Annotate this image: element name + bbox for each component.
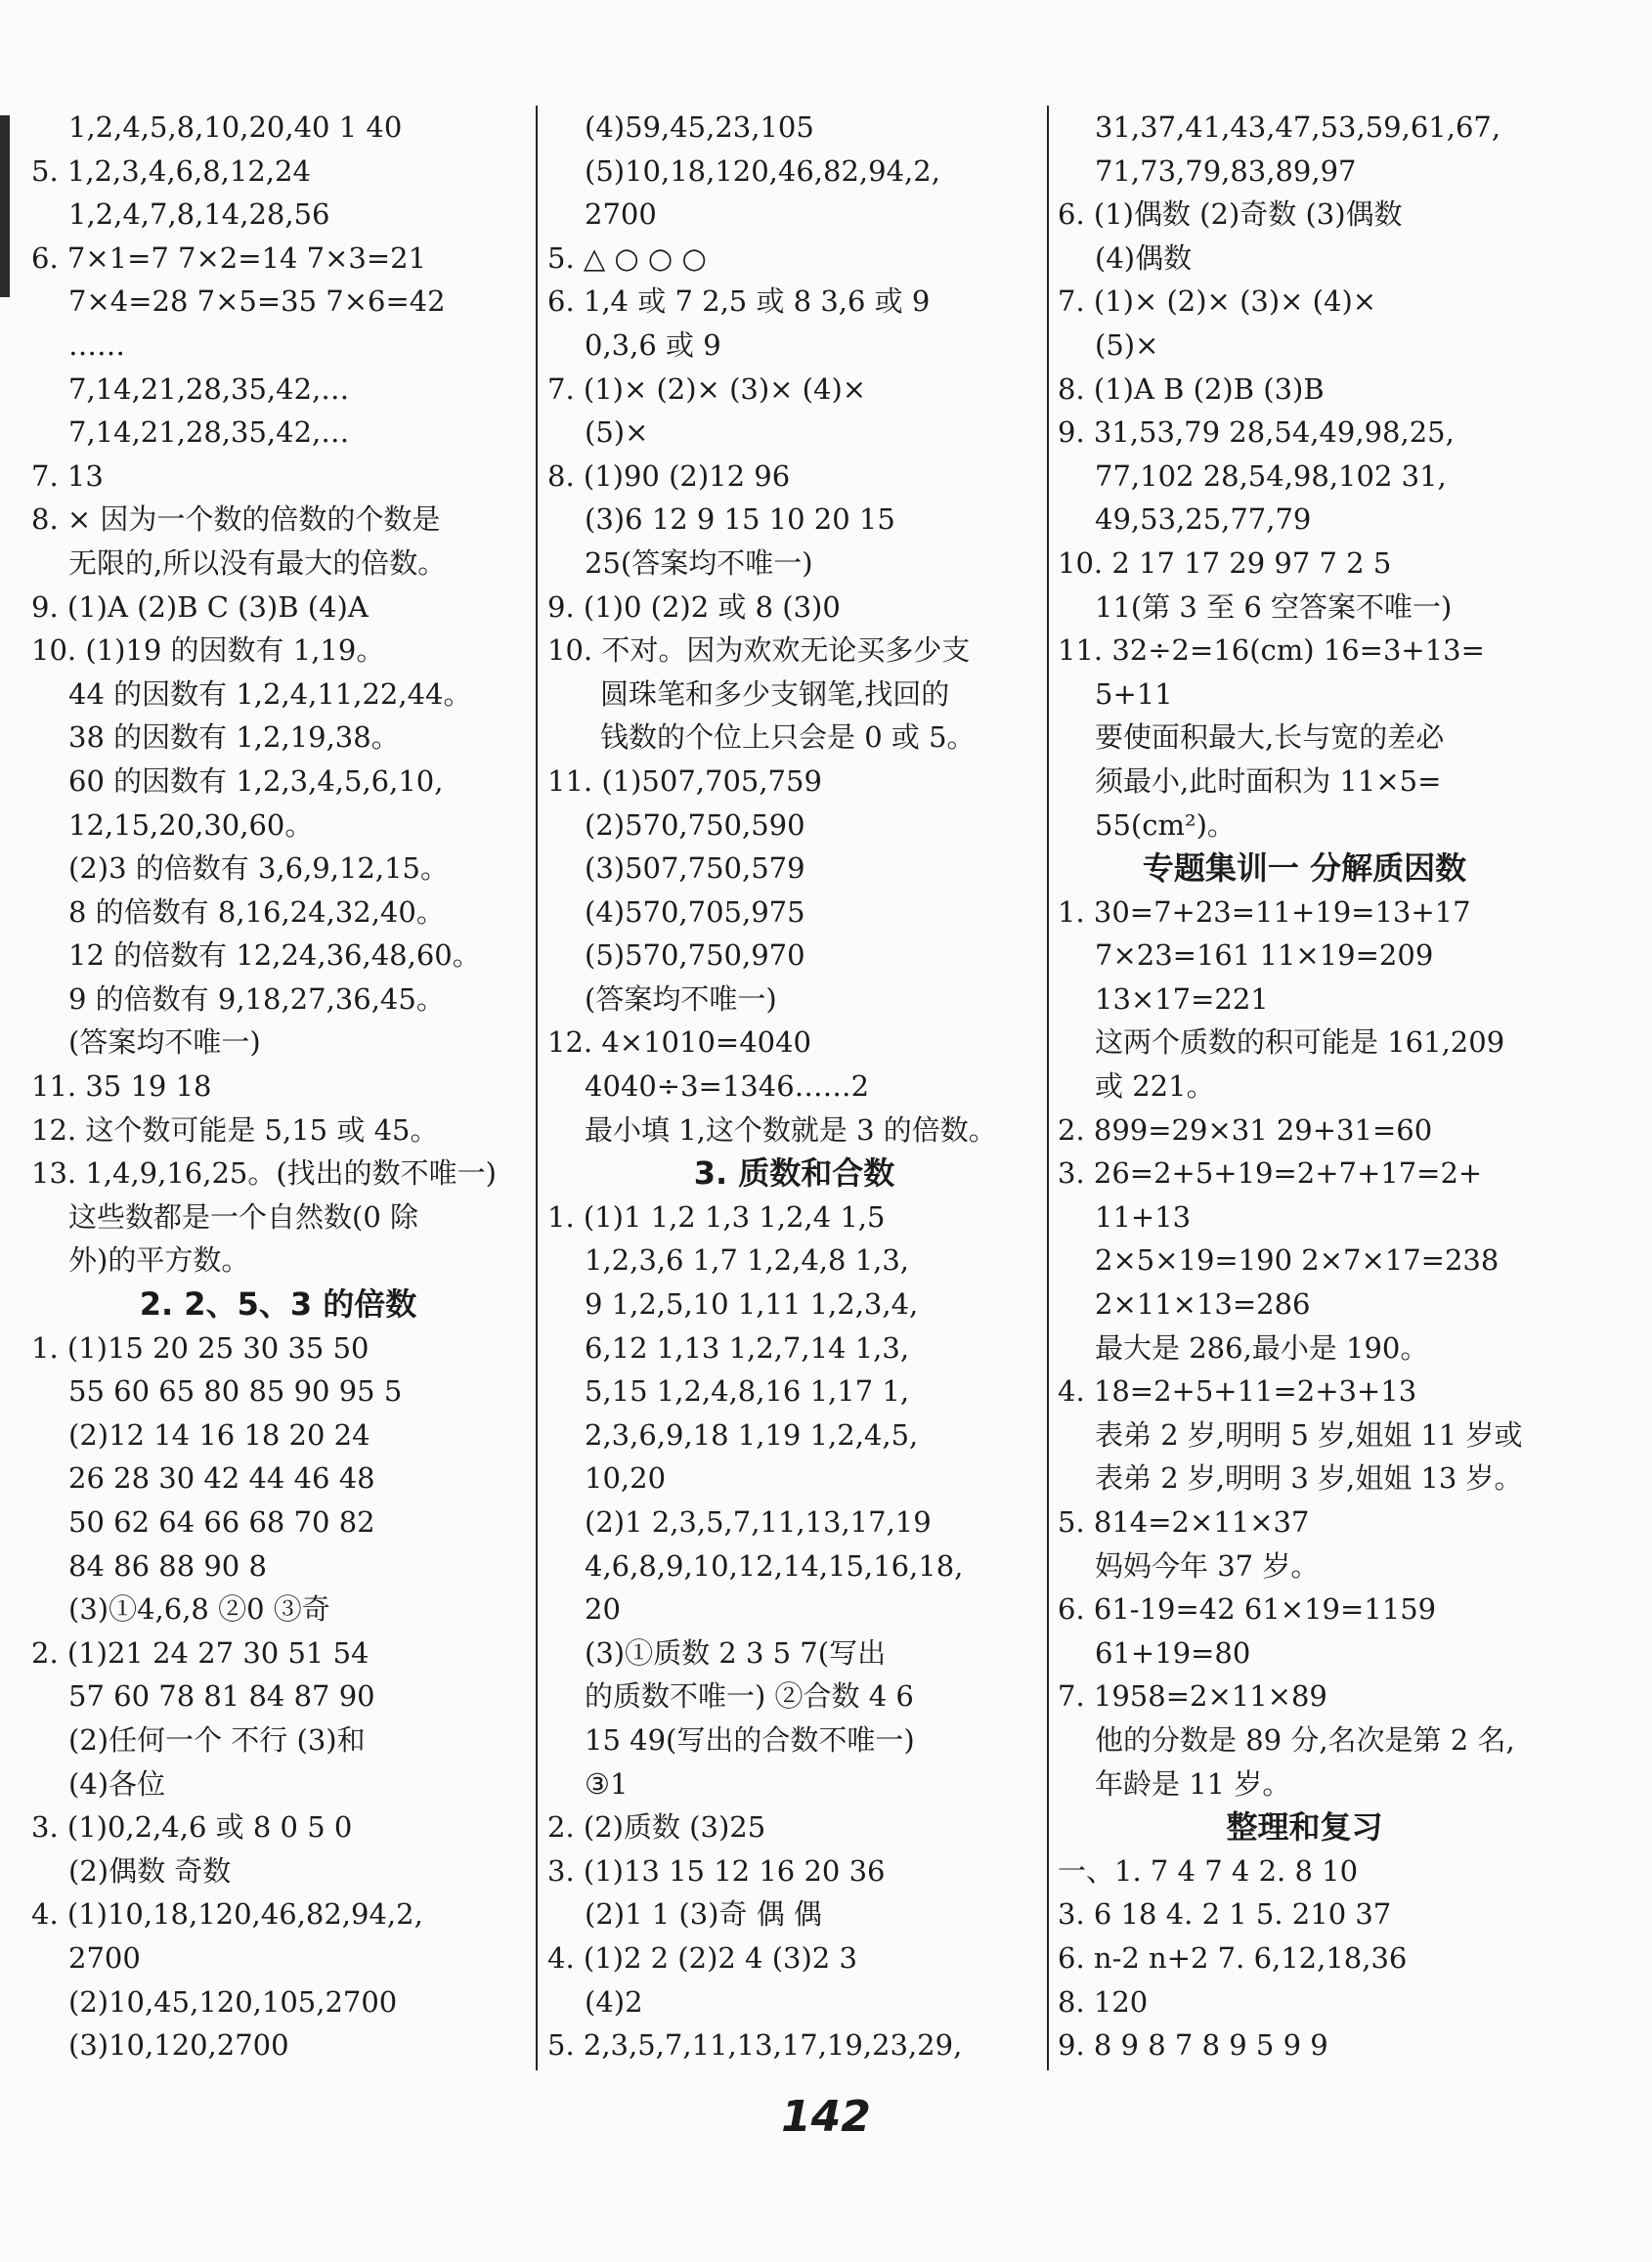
answer-line: (4)各位 xyxy=(68,1766,166,1801)
answer-line: 或 221。 xyxy=(1095,1069,1215,1104)
answer-line: 2. (1)21 24 27 30 51 54 xyxy=(31,1635,370,1670)
answer-line: 12 的倍数有 12,24,36,48,60。 xyxy=(68,938,481,973)
answer-line: 一、1. 7 4 7 4 2. 8 10 xyxy=(1058,1853,1359,1888)
answer-line: 13. 1,4,9,16,25。(找出的数不唯一) xyxy=(31,1156,497,1191)
answer-line: 7×23=161 11×19=209 xyxy=(1095,938,1434,973)
column-divider xyxy=(1047,106,1049,2070)
answer-line: (2)3 的倍数有 3,6,9,12,15。 xyxy=(68,851,449,886)
answer-line: 这两个质数的积可能是 161,209 xyxy=(1095,1025,1505,1060)
answer-line: 20 xyxy=(585,1592,621,1627)
answer-line: (3)507,750,579 xyxy=(585,851,805,886)
answer-line: 13×17=221 xyxy=(1095,981,1269,1016)
answer-line: 10. (1)19 的因数有 1,19。 xyxy=(31,633,385,668)
answer-line: 11. (1)507,705,759 xyxy=(547,763,822,798)
answer-line: 10. 不对。因为欢欢无论买多少支 xyxy=(547,633,971,668)
answer-line: 10,20 xyxy=(585,1461,667,1496)
section-heading: 专题集训一 分解质因数 xyxy=(1142,849,1467,888)
answer-line: 1. (1)15 20 25 30 35 50 xyxy=(31,1330,370,1365)
answer-line: 4,6,8,9,10,12,14,15,16,18, xyxy=(585,1548,964,1583)
answer-line: (2)1 2,3,5,7,11,13,17,19 xyxy=(585,1505,932,1539)
answer-line: 9. (1)0 (2)2 或 8 (3)0 xyxy=(547,589,841,624)
answer-line: 12. 这个数可能是 5,15 或 45。 xyxy=(31,1112,439,1147)
answer-line: 最大是 286,最小是 190。 xyxy=(1095,1330,1429,1365)
answer-line: (2)570,750,590 xyxy=(585,807,805,842)
answer-line: 38 的因数有 1,2,19,38。 xyxy=(68,720,400,755)
answer-line: 2. (2)质数 (3)25 xyxy=(547,1810,766,1845)
answer-line: 3. (1)0,2,4,6 或 8 0 5 0 xyxy=(31,1810,353,1845)
answer-line: 这些数都是一个自然数(0 除 xyxy=(68,1199,418,1234)
answer-line: 2×5×19=190 2×7×17=238 xyxy=(1095,1243,1500,1278)
answer-line: 7. 13 xyxy=(31,458,104,493)
answer-line: 9 的倍数有 9,18,27,36,45。 xyxy=(68,981,445,1016)
answer-line: 圆珠笔和多少支钢笔,找回的 xyxy=(600,676,950,711)
answer-line: (4)偶数 xyxy=(1095,240,1193,275)
answer-line: 84 86 88 90 8 xyxy=(68,1548,267,1583)
answer-line: 年龄是 11 岁。 xyxy=(1095,1766,1291,1801)
section-heading: 整理和复习 xyxy=(1226,1808,1383,1847)
answer-line: 2,3,6,9,18 1,19 1,2,4,5, xyxy=(585,1417,919,1452)
answer-line: 最小填 1,这个数就是 3 的倍数。 xyxy=(585,1112,997,1147)
answer-line: 12. 4×1010=4040 xyxy=(547,1025,811,1060)
answer-line: 8. 120 xyxy=(1058,1984,1149,2019)
answer-line: (2)任何一个 不行 (3)和 xyxy=(68,1722,366,1757)
answer-line: 6. 61-19=42 61×19=1159 xyxy=(1058,1592,1437,1627)
answer-line: 5. 1,2,3,4,6,8,12,24 xyxy=(31,153,311,188)
binding-edge-mark xyxy=(0,115,10,297)
answer-line: 2×11×13=286 xyxy=(1095,1287,1311,1322)
answer-line: 25(答案均不唯一) xyxy=(585,545,813,580)
answer-line: 外)的平方数。 xyxy=(68,1243,250,1278)
answer-line: 6. 1,4 或 7 2,5 或 8 3,6 或 9 xyxy=(547,284,931,319)
answer-line: 50 62 64 66 68 70 82 xyxy=(68,1505,375,1539)
answer-line: 11. 32÷2=16(cm) 16=3+13= xyxy=(1058,633,1485,668)
answer-line: 表弟 2 岁,明明 3 岁,姐姐 13 岁。 xyxy=(1095,1461,1523,1496)
answer-line: 71,73,79,83,89,97 xyxy=(1095,153,1357,188)
answer-line: 44 的因数有 1,2,4,11,22,44。 xyxy=(68,676,472,711)
answer-line: 5. 2,3,5,7,11,13,17,19,23,29, xyxy=(547,2028,963,2063)
answer-line: 55(cm²)。 xyxy=(1095,807,1236,842)
answer-line: 2. 899=29×31 29+31=60 xyxy=(1058,1112,1433,1147)
answer-line: 的质数不唯一) ②合数 4 6 xyxy=(585,1679,914,1714)
answer-column-left xyxy=(31,106,525,2070)
answer-line: 2700 xyxy=(68,1940,141,1975)
answer-line: 3. (1)13 15 12 16 20 36 xyxy=(547,1853,886,1888)
answer-line: (4)570,705,975 xyxy=(585,894,805,929)
answer-line: (5)570,750,970 xyxy=(585,938,805,973)
answer-line: 12,15,20,30,60。 xyxy=(68,807,314,842)
answer-line: (3)10,120,2700 xyxy=(68,2028,289,2063)
column-divider xyxy=(536,106,538,2070)
answer-line: 无限的,所以没有最大的倍数。 xyxy=(68,545,447,580)
answer-line: (5)× xyxy=(1095,327,1159,362)
answer-line: 49,53,25,77,79 xyxy=(1095,502,1312,537)
answer-line: 10. 2 17 17 29 97 7 2 5 xyxy=(1058,545,1392,580)
section-heading: 2. 2、5、3 的倍数 xyxy=(139,1285,417,1324)
answer-line: 6,12 1,13 1,2,7,14 1,3, xyxy=(585,1330,910,1365)
answer-line: 9. 8 9 8 7 8 9 5 9 9 xyxy=(1058,2028,1328,2063)
answer-line: (5)10,18,120,46,82,94,2, xyxy=(585,153,940,188)
answer-line: 妈妈今年 37 岁。 xyxy=(1095,1548,1320,1583)
answer-line: 5. 814=2×11×37 xyxy=(1058,1505,1310,1539)
answer-line: (4)2 xyxy=(585,1984,643,2019)
answer-line: 7. (1)× (2)× (3)× (4)× xyxy=(1058,284,1377,319)
answer-line: 3. 6 18 4. 2 1 5. 210 37 xyxy=(1058,1897,1392,1932)
answer-line: 11. 35 19 18 xyxy=(31,1069,212,1104)
answer-line: (答案均不唯一) xyxy=(585,981,777,1016)
answer-line: 55 60 65 80 85 90 95 5 xyxy=(68,1374,403,1409)
answer-line: 11(第 3 至 6 空答案不唯一) xyxy=(1095,589,1453,624)
answer-line: 4. (1)2 2 (2)2 4 (3)2 3 xyxy=(547,1940,857,1975)
answer-line: 要使面积最大,长与宽的差必 xyxy=(1095,720,1445,755)
answer-line: 3. 26=2+5+19=2+7+17=2+ xyxy=(1058,1156,1483,1191)
answer-line: 6. n-2 n+2 7. 6,12,18,36 xyxy=(1058,1940,1408,1975)
answer-line: 9 1,2,5,10 1,11 1,2,3,4, xyxy=(585,1287,919,1322)
answer-line: (2)10,45,120,105,2700 xyxy=(68,1984,398,2019)
answer-line: 5,15 1,2,4,8,16 1,17 1, xyxy=(585,1374,910,1409)
answer-line: 8. (1)A B (2)B (3)B xyxy=(1058,371,1325,406)
section-heading: 3. 质数和合数 xyxy=(693,1154,895,1193)
answer-line: 8. × 因为一个数的倍数的个数是 xyxy=(31,502,441,537)
answer-line: 9. (1)A (2)B C (3)B (4)A xyxy=(31,589,369,624)
answer-column-middle xyxy=(547,106,1041,2070)
answer-line: 77,102 28,54,98,102 31, xyxy=(1095,458,1447,493)
answer-line: (2)1 1 (3)奇 偶 偶 xyxy=(585,1897,822,1932)
page-number: 142 xyxy=(781,2092,871,2142)
answer-line: 7. (1)× (2)× (3)× (4)× xyxy=(547,371,867,406)
answer-line: (3)6 12 9 15 10 20 15 xyxy=(585,502,895,537)
answer-line: 9. 31,53,79 28,54,49,98,25, xyxy=(1058,415,1455,450)
answer-line: 31,37,41,43,47,53,59,61,67, xyxy=(1095,110,1501,144)
answer-column-right xyxy=(1058,106,1551,2070)
answer-line: (4)59,45,23,105 xyxy=(585,110,814,144)
answer-line: (5)× xyxy=(585,415,649,450)
answer-line: (答案均不唯一) xyxy=(68,1025,261,1060)
answer-line: 7,14,21,28,35,42,… xyxy=(68,371,350,406)
answer-line: 1,2,4,5,8,10,20,40 1 40 xyxy=(68,110,403,144)
answer-line: (3)①4,6,8 ②0 ③奇 xyxy=(68,1592,330,1627)
answer-line: 须最小,此时面积为 11×5= xyxy=(1095,763,1442,798)
answer-line: …… xyxy=(68,327,125,362)
answer-line: 26 28 30 42 44 46 48 xyxy=(68,1461,375,1496)
answer-line: (2)偶数 奇数 xyxy=(68,1853,232,1888)
answer-line: 11+13 xyxy=(1095,1199,1192,1234)
answer-line: 0,3,6 或 9 xyxy=(585,327,721,362)
answer-line: 8 的倍数有 8,16,24,32,40。 xyxy=(68,894,445,929)
answer-line: 表弟 2 岁,明明 5 岁,姐姐 11 岁或 xyxy=(1095,1417,1523,1452)
answer-line: 60 的因数有 1,2,3,4,5,6,10, xyxy=(68,763,444,798)
answer-line: 4. 18=2+5+11=2+3+13 xyxy=(1058,1374,1417,1409)
answer-line: 4. (1)10,18,120,46,82,94,2, xyxy=(31,1897,423,1932)
answer-line: 61+19=80 xyxy=(1095,1635,1251,1670)
answer-line: 2700 xyxy=(585,197,657,232)
answer-line: 1,2,4,7,8,14,28,56 xyxy=(68,197,330,232)
answer-line: 钱数的个位上只会是 0 或 5。 xyxy=(600,720,976,755)
answer-line: 4040÷3=1346……2 xyxy=(585,1069,870,1104)
answer-line: 1. (1)1 1,2 1,3 1,2,4 1,5 xyxy=(547,1199,886,1234)
answer-line: 5+11 xyxy=(1095,676,1173,711)
answer-line: (2)12 14 16 18 20 24 xyxy=(68,1417,370,1452)
answer-line: 他的分数是 89 分,名次是第 2 名, xyxy=(1095,1722,1515,1757)
answer-line: (3)①质数 2 3 5 7(写出 xyxy=(585,1635,887,1670)
answer-line: 1. 30=7+23=11+19=13+17 xyxy=(1058,894,1471,929)
answer-line: 57 60 78 81 84 87 90 xyxy=(68,1679,375,1714)
answer-line: 6. 7×1=7 7×2=14 7×3=21 xyxy=(31,240,427,275)
answer-line: 7,14,21,28,35,42,… xyxy=(68,415,350,450)
answer-line: 6. (1)偶数 (2)奇数 (3)偶数 xyxy=(1058,197,1403,232)
answer-line: 15 49(写出的合数不唯一) xyxy=(585,1722,915,1757)
answer-line: 7. 1958=2×11×89 xyxy=(1058,1679,1327,1714)
answer-line: ③1 xyxy=(585,1766,629,1801)
answer-line: 7×4=28 7×5=35 7×6=42 xyxy=(68,284,446,319)
answer-line: 8. (1)90 (2)12 96 xyxy=(547,458,791,493)
answer-line: 1,2,3,6 1,7 1,2,4,8 1,3, xyxy=(585,1243,910,1278)
answer-line: 5. △ ○ ○ ○ xyxy=(547,240,707,275)
